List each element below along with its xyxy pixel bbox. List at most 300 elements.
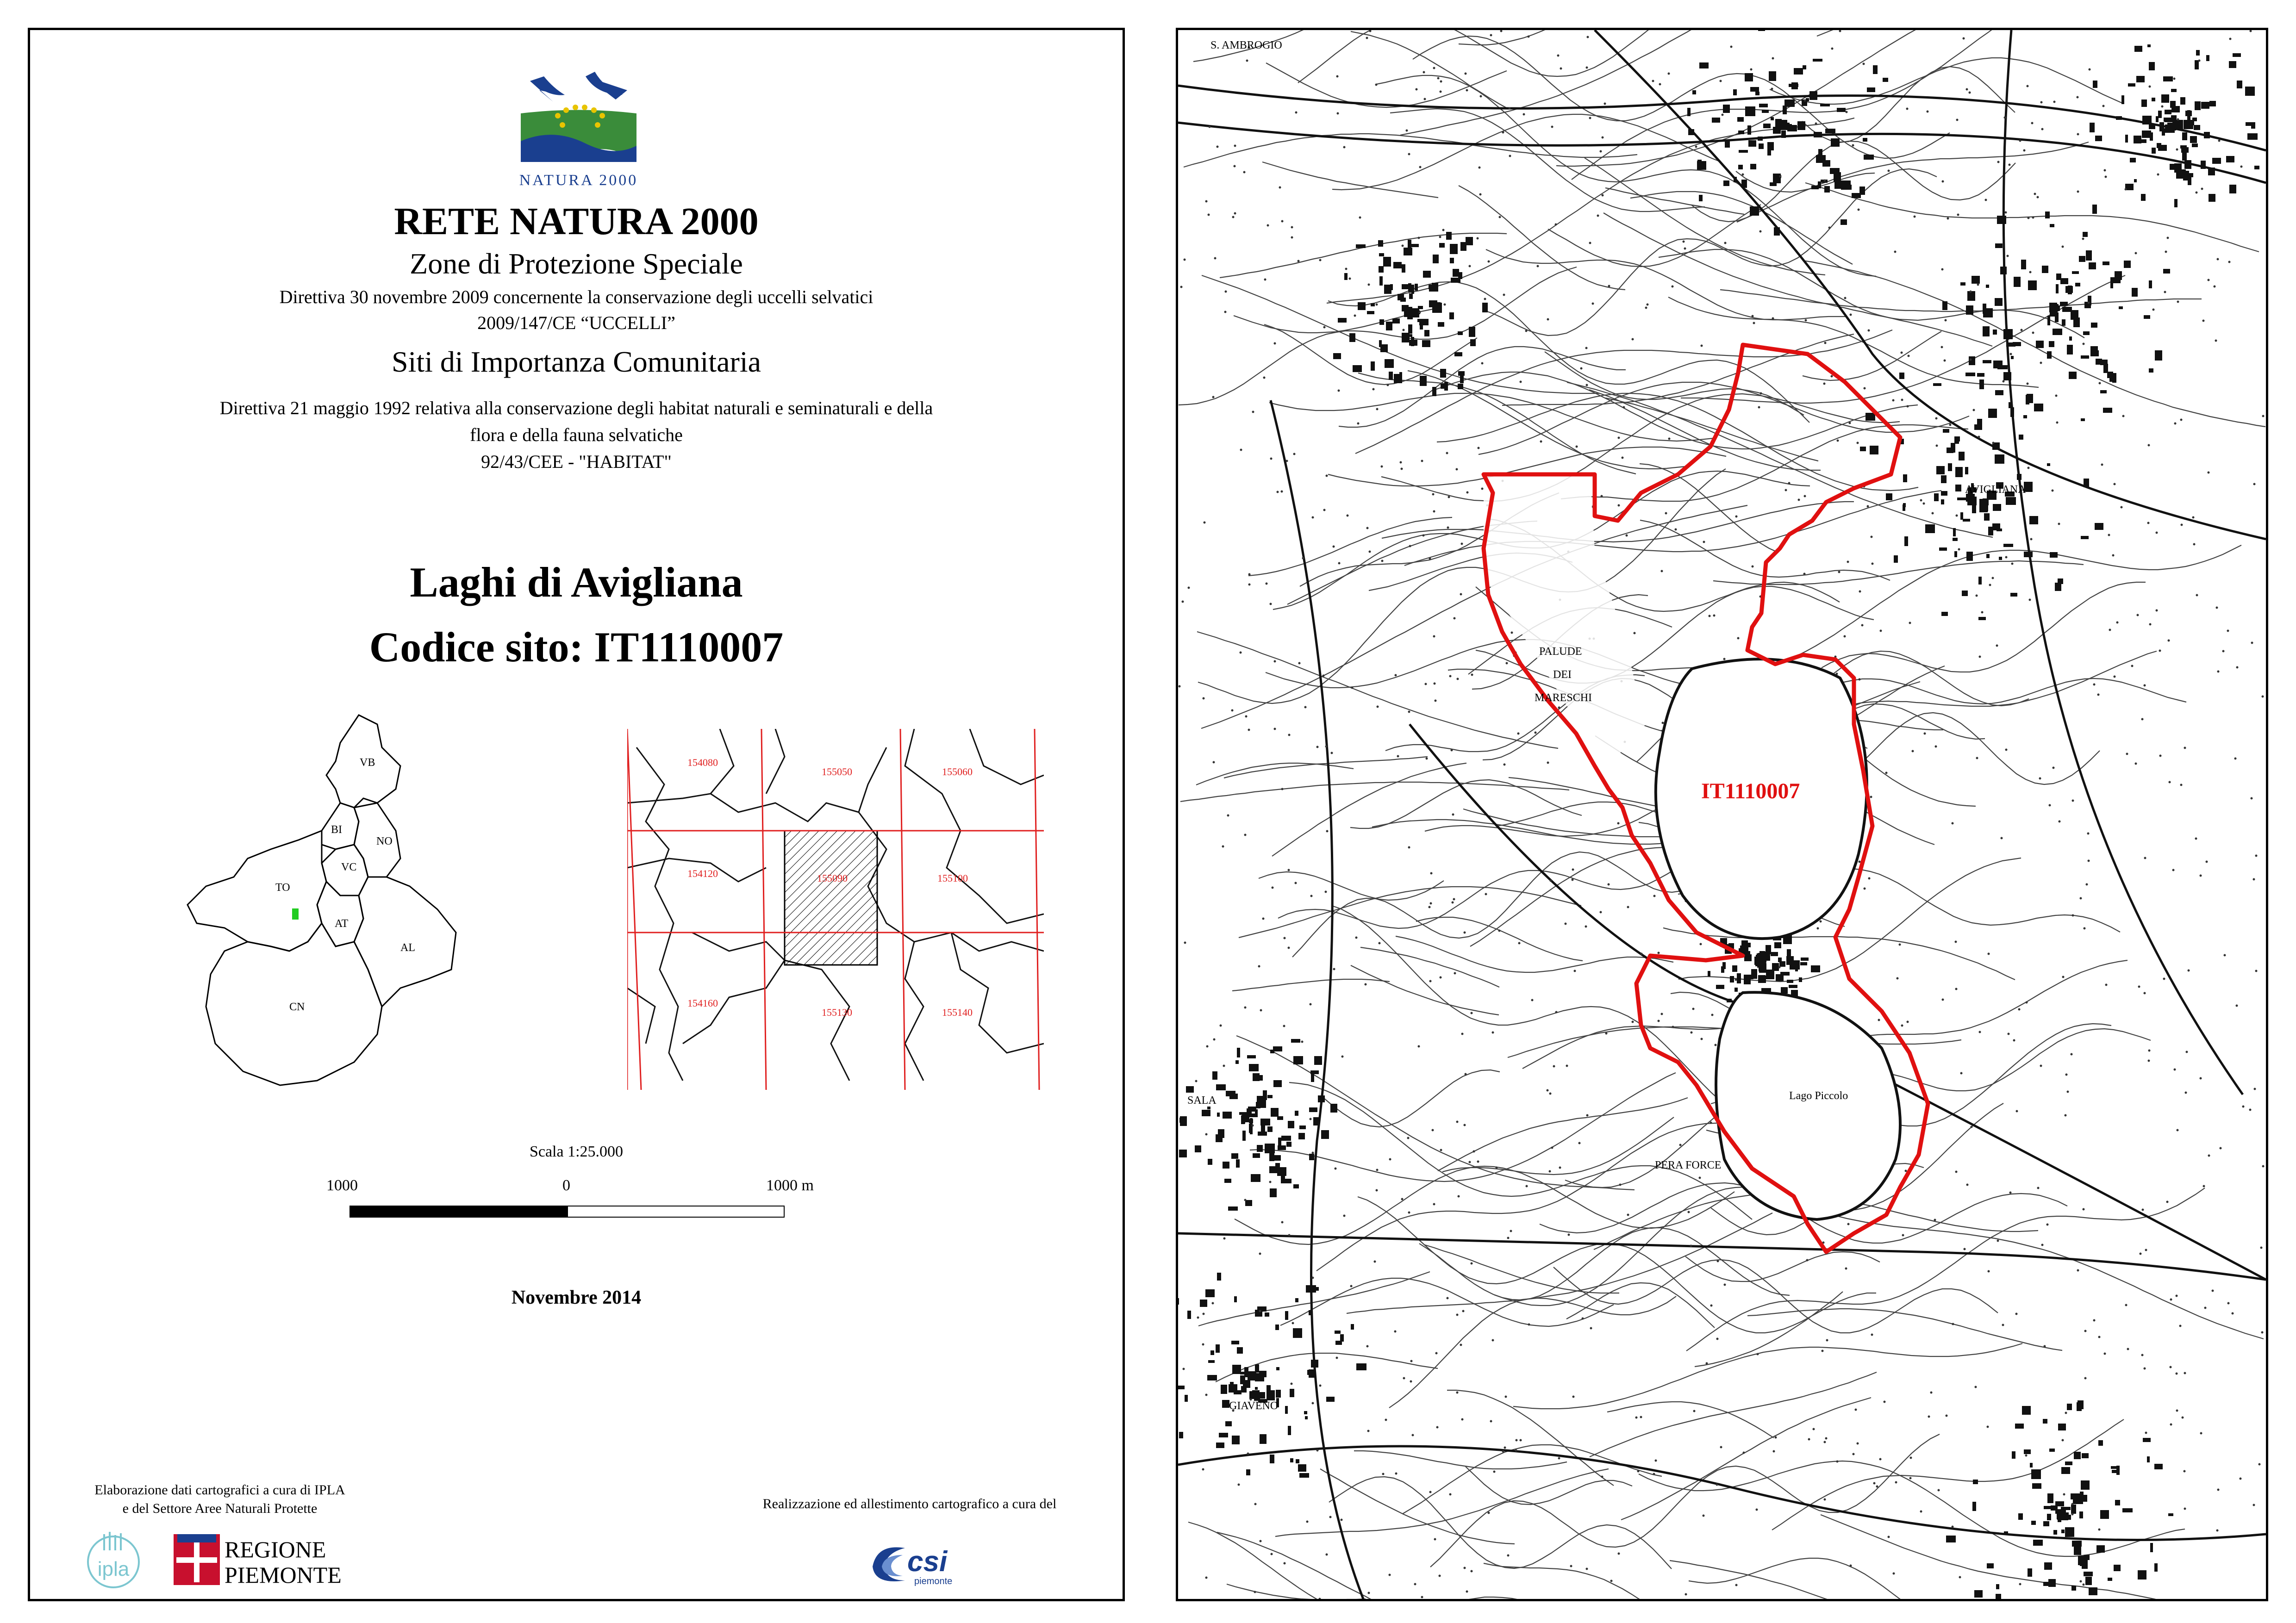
vegetation-dot bbox=[1490, 34, 1492, 37]
vegetation-dot bbox=[2131, 665, 2134, 667]
building bbox=[1697, 160, 1702, 169]
vegetation-dot bbox=[1626, 535, 1628, 537]
vegetation-dot bbox=[2104, 169, 2106, 172]
vegetation-dot bbox=[1240, 652, 1242, 654]
vegetation-dot bbox=[1970, 359, 1972, 361]
vegetation-dot bbox=[1466, 491, 1469, 494]
building bbox=[1248, 1107, 1256, 1112]
building bbox=[2134, 179, 2137, 182]
building bbox=[1966, 552, 1973, 561]
vegetation-dot bbox=[1701, 345, 1703, 347]
building bbox=[1449, 312, 1454, 319]
building bbox=[2229, 61, 2236, 68]
vegetation-dot bbox=[2215, 340, 2217, 342]
vegetation-dot bbox=[1753, 322, 1755, 324]
vegetation-dot bbox=[1861, 624, 1864, 627]
vegetation-dot bbox=[1952, 822, 1954, 825]
vegetation-dot bbox=[2125, 1304, 2128, 1306]
vegetation-dot bbox=[1872, 563, 1874, 565]
vegetation-dot bbox=[1225, 291, 1227, 293]
building bbox=[1744, 975, 1753, 979]
building bbox=[1997, 365, 2008, 369]
vegetation-dot bbox=[1668, 438, 1671, 440]
building bbox=[1825, 129, 1835, 133]
vegetation-dot bbox=[1560, 68, 1562, 70]
building bbox=[1813, 59, 1822, 62]
vegetation-dot bbox=[1473, 1150, 1475, 1153]
building bbox=[2194, 125, 2200, 130]
building bbox=[1412, 312, 1416, 316]
vegetation-dot bbox=[1389, 1574, 1391, 1576]
vegetation-dot bbox=[1935, 746, 1937, 748]
building bbox=[1386, 322, 1392, 330]
vegetation-dot bbox=[1966, 88, 1968, 91]
vegetation-dot bbox=[1853, 1453, 1855, 1455]
vegetation-dot bbox=[2179, 1325, 2182, 1327]
building bbox=[1231, 1153, 1238, 1159]
building bbox=[1988, 409, 1997, 418]
vegetation-dot bbox=[1902, 1234, 1904, 1237]
vegetation-dot bbox=[2195, 838, 2197, 840]
building bbox=[1208, 1159, 1212, 1165]
building bbox=[1993, 330, 1997, 335]
building bbox=[1309, 1369, 1315, 1378]
grid-label-154080: 154080 bbox=[687, 757, 718, 768]
building bbox=[1801, 958, 1809, 961]
vegetation-dot bbox=[2062, 246, 2064, 248]
vegetation-dot bbox=[2055, 395, 2058, 397]
vegetation-dot bbox=[1701, 1038, 1703, 1040]
vegetation-dot bbox=[1254, 1591, 1256, 1593]
vegetation-dot bbox=[1859, 591, 1861, 593]
building bbox=[2119, 306, 2123, 309]
building bbox=[2081, 536, 2089, 539]
vegetation-dot bbox=[2159, 650, 2161, 652]
vegetation-dot bbox=[2039, 777, 2041, 780]
vegetation-dot bbox=[2027, 383, 2029, 385]
vegetation-dot bbox=[1481, 488, 1484, 490]
building bbox=[1458, 384, 1463, 389]
building bbox=[2042, 266, 2048, 273]
vegetation-dot bbox=[1269, 1181, 1272, 1183]
vegetation-dot bbox=[2173, 78, 2176, 80]
page-title: RETE NATURA 2000 bbox=[394, 200, 759, 243]
building bbox=[1864, 155, 1874, 160]
vegetation-dot bbox=[1566, 1065, 1568, 1067]
building bbox=[1255, 1387, 1258, 1390]
building bbox=[1187, 1311, 1191, 1319]
building bbox=[1758, 137, 1763, 141]
building bbox=[2130, 158, 2136, 162]
building bbox=[1429, 285, 1438, 289]
building bbox=[2081, 1480, 2090, 1490]
vegetation-dot bbox=[2255, 855, 2258, 857]
vegetation-dot bbox=[1831, 375, 1833, 378]
building bbox=[2226, 156, 2234, 162]
building bbox=[1983, 360, 1991, 363]
vegetation-dot bbox=[1477, 237, 1479, 240]
vegetation-dot bbox=[2262, 696, 2264, 698]
vegetation-dot bbox=[2156, 532, 2158, 534]
vegetation-dot bbox=[1408, 711, 1410, 713]
building bbox=[1235, 1060, 1239, 1064]
building bbox=[2048, 1579, 2056, 1587]
building bbox=[1326, 1397, 1335, 1402]
vegetation-dot bbox=[2170, 1366, 2172, 1368]
building bbox=[1974, 424, 1982, 430]
building bbox=[1733, 89, 1737, 95]
vegetation-dot bbox=[2099, 382, 2101, 385]
building bbox=[2043, 1521, 2049, 1526]
vegetation-dot bbox=[1197, 1317, 1199, 1319]
vegetation-dot bbox=[1826, 1339, 1828, 1342]
vegetation-dot bbox=[2025, 1455, 2028, 1457]
building bbox=[1860, 447, 1866, 451]
building bbox=[1384, 285, 1391, 294]
building bbox=[2083, 232, 2088, 237]
building bbox=[1979, 379, 1984, 389]
building bbox=[2010, 407, 2014, 417]
vegetation-dot bbox=[1454, 972, 1456, 975]
vegetation-dot bbox=[1442, 229, 1445, 231]
building bbox=[2171, 89, 2177, 92]
vegetation-dot bbox=[1504, 1447, 1506, 1449]
credit-right: Realizzazione ed allestimento cartografico a cura del bbox=[762, 1496, 1057, 1511]
building bbox=[1438, 322, 1444, 327]
building bbox=[1293, 1328, 1302, 1338]
building bbox=[1983, 326, 1990, 336]
building bbox=[2043, 1582, 2048, 1586]
building bbox=[1217, 1273, 1221, 1281]
building bbox=[2065, 286, 2073, 293]
building bbox=[1741, 180, 1747, 188]
building bbox=[1441, 384, 1447, 389]
vegetation-dot bbox=[1433, 635, 1435, 638]
building bbox=[1207, 1375, 1217, 1380]
vegetation-dot bbox=[1570, 1565, 1572, 1567]
vegetation-dot bbox=[1871, 1334, 1873, 1336]
vegetation-dot bbox=[2030, 538, 2033, 541]
vegetation-dot bbox=[1435, 1352, 1438, 1355]
vegetation-dot bbox=[2026, 1001, 2028, 1004]
vegetation-dot bbox=[2062, 1439, 2064, 1442]
building bbox=[1253, 1153, 1260, 1158]
vegetation-dot bbox=[2056, 422, 2059, 424]
building bbox=[2018, 1513, 2023, 1520]
vegetation-dot bbox=[2144, 992, 2146, 995]
vegetation-dot bbox=[2228, 261, 2231, 263]
building bbox=[1759, 104, 1768, 107]
building bbox=[1766, 970, 1774, 979]
vegetation-dot bbox=[1462, 1310, 1465, 1312]
building bbox=[1787, 980, 1793, 983]
vegetation-dot bbox=[1602, 137, 1604, 139]
vegetation-dot bbox=[1927, 111, 1929, 113]
building bbox=[2069, 336, 2072, 341]
vegetation-dot bbox=[2163, 978, 2165, 980]
building bbox=[2014, 277, 2021, 287]
vegetation-dot bbox=[1408, 1212, 1410, 1214]
vegetation-dot bbox=[1923, 503, 1925, 505]
vegetation-dot bbox=[1813, 1428, 1815, 1430]
building bbox=[2081, 418, 2085, 421]
vegetation-dot bbox=[1715, 1044, 1717, 1046]
building bbox=[1179, 1118, 1186, 1123]
vegetation-dot bbox=[1632, 338, 1634, 341]
vegetation-dot bbox=[1838, 571, 1841, 573]
vegetation-dot bbox=[1759, 230, 1762, 233]
building bbox=[1271, 1108, 1279, 1117]
vegetation-dot bbox=[2052, 490, 2054, 492]
vegetation-dot bbox=[2071, 1503, 2074, 1505]
building bbox=[1298, 1133, 1305, 1139]
vegetation-dot bbox=[1610, 1580, 1613, 1582]
vegetation-dot bbox=[2156, 609, 2158, 612]
vegetation-dot bbox=[2141, 1354, 2144, 1356]
building bbox=[1379, 276, 1383, 286]
place-s-ambrogio: S. AMBROGIO bbox=[1210, 39, 1282, 51]
vegetation-dot bbox=[1713, 615, 1716, 617]
vegetation-dot bbox=[1222, 846, 1224, 848]
building bbox=[1245, 1200, 1252, 1206]
vegetation-dot bbox=[1878, 1019, 1880, 1021]
vegetation-dot bbox=[2200, 875, 2202, 877]
scale-title: Scala 1:25.000 bbox=[529, 1143, 624, 1160]
vegetation-dot bbox=[1183, 1368, 1185, 1370]
building bbox=[1942, 301, 1947, 310]
building bbox=[1202, 1110, 1210, 1116]
building bbox=[2056, 284, 2059, 293]
site-name: Laghi di Avigliana bbox=[410, 559, 743, 606]
building bbox=[1763, 124, 1771, 128]
building bbox=[2157, 143, 2161, 148]
vegetation-dot bbox=[1618, 504, 1620, 507]
vegetation-dot bbox=[1449, 1493, 1452, 1496]
vegetation-dot bbox=[2167, 237, 2169, 239]
building bbox=[2071, 1505, 2076, 1514]
building bbox=[1983, 308, 1993, 317]
vegetation-dot bbox=[1547, 1089, 1549, 1092]
building bbox=[1408, 324, 1412, 334]
vegetation-dot bbox=[1493, 1471, 1496, 1473]
building bbox=[1247, 1055, 1256, 1058]
vegetation-dot bbox=[1231, 709, 1234, 712]
building bbox=[1385, 359, 1394, 368]
building bbox=[2204, 132, 2210, 138]
vegetation-dot bbox=[1376, 304, 1378, 306]
vegetation-dot bbox=[1421, 1596, 1423, 1598]
vegetation-dot bbox=[1941, 346, 1943, 348]
vegetation-dot bbox=[1465, 73, 1467, 75]
vegetation-dot bbox=[2216, 607, 2218, 609]
building bbox=[2149, 280, 2152, 288]
vegetation-dot bbox=[2023, 149, 2026, 152]
vegetation-dot bbox=[1337, 112, 1339, 115]
building bbox=[2159, 122, 2164, 131]
place-sala: SALA bbox=[1187, 1094, 1217, 1107]
vegetation-dot bbox=[1429, 980, 1432, 983]
building bbox=[2071, 310, 2078, 320]
vegetation-dot bbox=[1451, 749, 1453, 752]
vegetation-dot bbox=[1464, 932, 1466, 934]
building bbox=[1745, 73, 1753, 81]
vegetation-dot bbox=[1716, 1484, 1718, 1486]
vegetation-dot bbox=[1551, 1147, 1554, 1149]
building bbox=[1219, 1433, 1228, 1437]
vegetation-dot bbox=[1844, 635, 1846, 638]
vegetation-dot bbox=[2138, 986, 2140, 988]
vegetation-dot bbox=[1683, 241, 1685, 243]
building bbox=[2190, 136, 2197, 143]
building bbox=[2170, 101, 2176, 108]
building bbox=[1286, 1142, 1292, 1147]
vegetation-dot bbox=[2080, 897, 2082, 900]
vegetation-dot bbox=[1928, 1416, 1930, 1418]
vegetation-dot bbox=[1234, 212, 1236, 215]
vegetation-dot bbox=[1960, 1072, 1963, 1075]
building bbox=[1253, 1073, 1260, 1081]
building bbox=[2192, 143, 2198, 147]
vegetation-dot bbox=[1557, 55, 1560, 57]
building bbox=[1773, 127, 1781, 134]
sic-directive-line2: flora e della fauna selvatiche bbox=[470, 424, 683, 445]
building bbox=[1965, 467, 1968, 474]
building bbox=[2246, 122, 2254, 126]
vegetation-dot bbox=[1688, 1211, 1690, 1213]
building bbox=[1774, 942, 1781, 948]
vegetation-dot bbox=[1492, 1032, 1494, 1034]
vegetation-dot bbox=[1653, 895, 1656, 897]
building bbox=[1299, 1126, 1306, 1129]
building bbox=[1995, 454, 2004, 464]
building bbox=[1954, 551, 1957, 557]
place-mareschi: MARESCHI bbox=[1535, 692, 1592, 704]
vegetation-dot bbox=[1319, 259, 1322, 261]
vegetation-dot bbox=[2041, 128, 2044, 131]
building bbox=[1762, 110, 1769, 113]
building bbox=[1721, 966, 1724, 973]
building bbox=[1781, 131, 1786, 138]
regione-line1: REGIONE bbox=[225, 1536, 326, 1562]
vegetation-dot bbox=[2065, 1412, 2067, 1414]
vegetation-dot bbox=[1884, 1401, 1886, 1403]
building bbox=[1977, 373, 1984, 377]
vegetation-dot bbox=[1343, 146, 1346, 149]
vegetation-dot bbox=[1640, 1416, 1642, 1418]
vegetation-dot bbox=[1369, 551, 1371, 553]
building bbox=[2144, 315, 2150, 319]
vegetation-dot bbox=[1387, 384, 1389, 386]
vegetation-dot bbox=[1568, 1234, 1570, 1236]
vegetation-dot bbox=[1623, 406, 1625, 409]
vegetation-dot bbox=[1805, 319, 1807, 322]
vegetation-dot bbox=[1957, 214, 1959, 216]
vegetation-dot bbox=[1488, 1512, 1490, 1514]
building bbox=[1260, 1434, 1267, 1444]
vegetation-dot bbox=[1376, 408, 1379, 410]
building bbox=[2100, 390, 2107, 393]
vegetation-dot bbox=[2172, 869, 2175, 871]
vegetation-dot bbox=[2140, 1253, 2142, 1255]
building bbox=[2080, 1492, 2084, 1498]
building bbox=[2079, 256, 2085, 262]
building bbox=[1313, 1117, 1319, 1126]
vegetation-dot bbox=[1910, 1457, 1912, 1459]
vegetation-dot bbox=[1447, 1297, 1449, 1300]
building bbox=[1824, 186, 1830, 193]
vegetation-dot bbox=[1395, 674, 1397, 677]
vegetation-dot bbox=[1203, 697, 1205, 700]
vegetation-dot bbox=[1661, 1013, 1663, 1015]
building bbox=[2055, 1509, 2060, 1514]
vegetation-dot bbox=[1879, 1458, 1882, 1461]
vegetation-dot bbox=[2184, 747, 2186, 749]
vegetation-dot bbox=[1932, 512, 1934, 515]
vegetation-dot bbox=[1824, 1499, 1826, 1501]
vegetation-dot bbox=[1836, 1461, 1839, 1463]
building bbox=[1723, 180, 1729, 186]
vegetation-dot bbox=[1274, 728, 1276, 730]
vegetation-dot bbox=[1828, 227, 1831, 229]
vegetation-dot bbox=[1505, 1396, 1507, 1398]
building bbox=[1740, 945, 1748, 952]
building bbox=[1960, 282, 1965, 286]
vegetation-dot bbox=[1326, 475, 1328, 477]
vegetation-dot bbox=[2028, 217, 2030, 219]
vegetation-dot bbox=[1870, 796, 1872, 798]
vegetation-dot bbox=[1547, 318, 1549, 321]
vegetation-dot bbox=[2027, 85, 2029, 87]
vegetation-dot bbox=[1647, 304, 1649, 306]
building bbox=[1223, 1112, 1232, 1119]
vegetation-dot bbox=[1555, 224, 1557, 226]
building bbox=[1371, 303, 1375, 306]
building bbox=[1789, 985, 1797, 988]
place-avigliana: AVIGLIANA bbox=[1965, 484, 2026, 496]
vegetation-dot bbox=[1955, 1171, 1958, 1173]
vegetation-dot bbox=[1938, 1489, 1940, 1492]
vegetation-dot bbox=[2200, 1432, 2202, 1435]
vegetation-dot bbox=[2034, 193, 2036, 195]
building bbox=[1379, 266, 1384, 273]
vegetation-dot bbox=[1466, 89, 1468, 92]
vegetation-dot bbox=[1846, 111, 1848, 113]
vegetation-dot bbox=[1565, 923, 1567, 925]
vegetation-dot bbox=[1909, 1477, 1912, 1480]
building bbox=[2050, 224, 2054, 227]
building bbox=[2196, 50, 2200, 56]
building bbox=[1996, 1584, 1999, 1589]
vegetation-dot bbox=[2098, 1529, 2101, 1531]
vegetation-dot bbox=[2028, 467, 2030, 469]
building bbox=[2067, 1404, 2072, 1410]
building bbox=[1983, 498, 1989, 505]
vegetation-dot bbox=[1284, 937, 1286, 939]
vegetation-dot bbox=[1572, 879, 1574, 881]
building bbox=[1277, 1167, 1286, 1176]
building bbox=[1953, 528, 1956, 536]
vegetation-dot bbox=[1716, 1338, 1719, 1340]
building bbox=[1820, 104, 1830, 106]
building bbox=[1344, 273, 1348, 280]
vegetation-dot bbox=[1284, 1562, 1286, 1565]
building bbox=[1458, 371, 1465, 376]
vegetation-dot bbox=[2029, 271, 2032, 274]
vegetation-dot bbox=[1997, 161, 2000, 163]
building bbox=[1240, 1372, 1246, 1374]
vegetation-dot bbox=[1381, 466, 1383, 468]
building bbox=[2053, 1530, 2057, 1535]
